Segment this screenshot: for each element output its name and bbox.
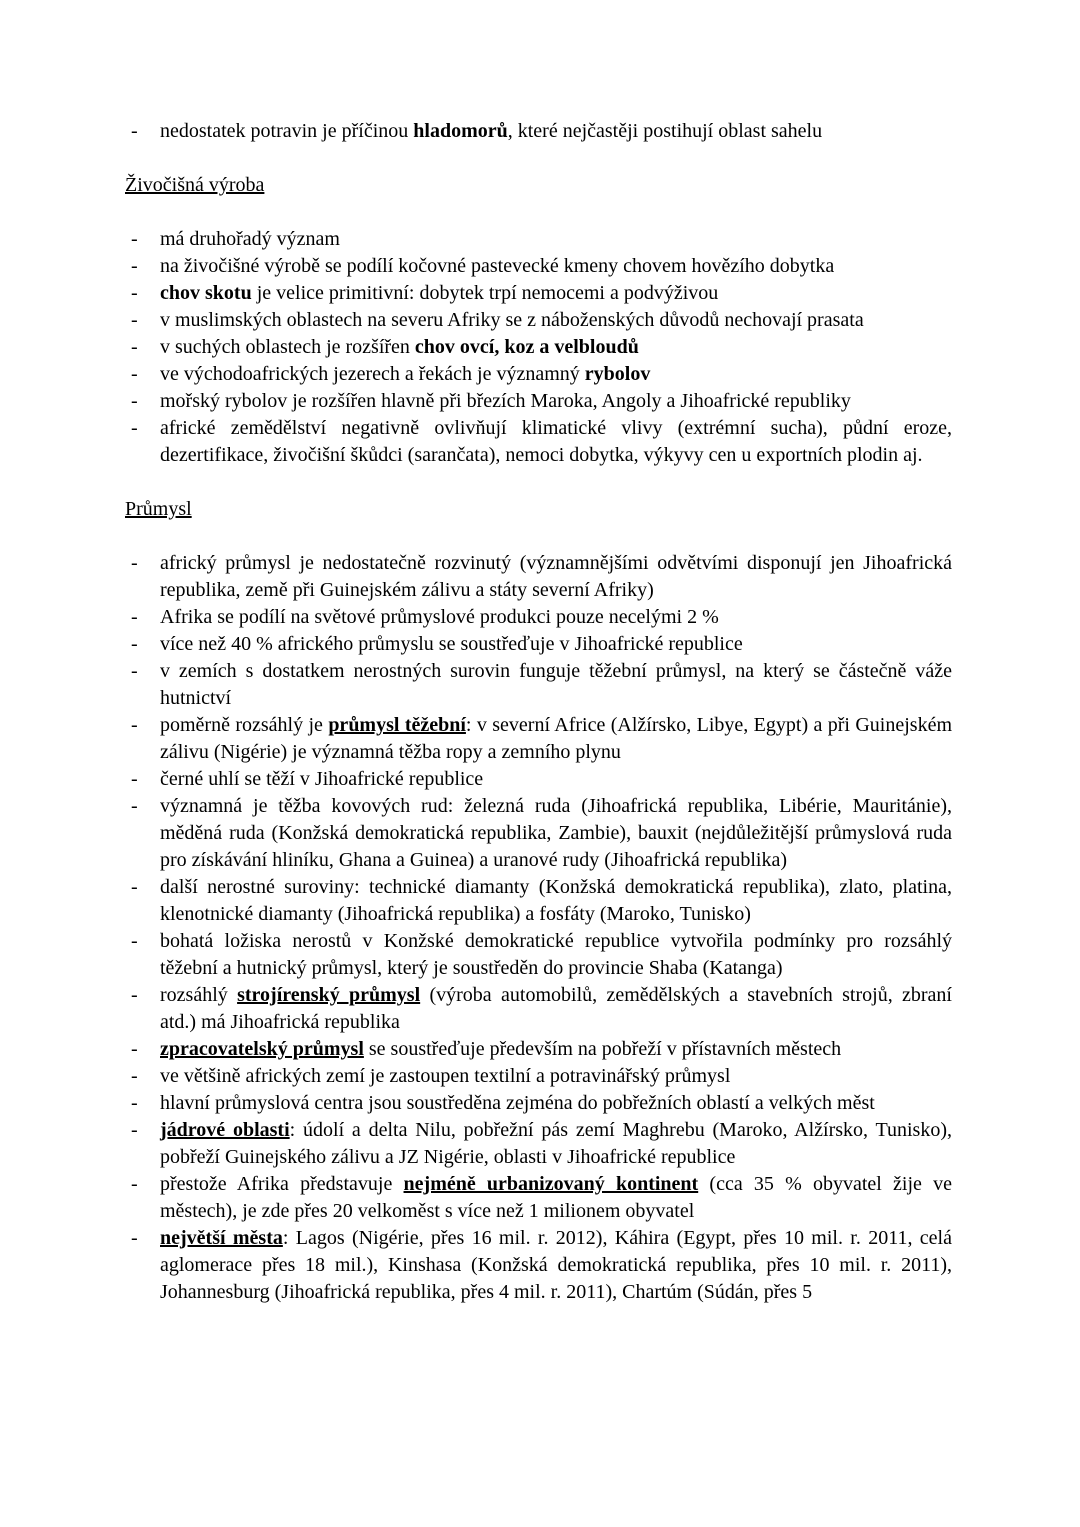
text-segment: významná je těžba kovových rud: železná ruda (Jihoafrická republika, Libérie, Mauritánie), měděná ruda (Konžská demokratická republika, Zambie), bauxit (nejdůležitější průmyslová ruda pro získávání hliníku, Ghana a Guinea) a uranové rudy (Jihoafrická republika) xyxy=(160,795,952,871)
item-text xyxy=(160,1173,952,1222)
section-heading xyxy=(125,172,952,199)
bullet-dash: - xyxy=(131,714,138,736)
text-segment: ve východoafrických jezerech a řekách je významný xyxy=(160,363,585,385)
list-item xyxy=(125,1090,952,1117)
bullet-dash: - xyxy=(131,309,138,331)
list-item xyxy=(125,1171,952,1225)
bullet-dash: - xyxy=(131,1173,138,1195)
text-segment: další nerostné suroviny: technické diamanty (Konžská demokratická republika), zlato, platina, klenotnické diamanty (Jihoafrická republika) a fosfáty (Maroko, Tunisko) xyxy=(160,876,952,925)
section-heading-text: Živočišná výroba xyxy=(125,174,265,196)
bullet-dash: - xyxy=(131,120,138,142)
list-item xyxy=(125,361,952,388)
bullet-dash: - xyxy=(131,282,138,304)
list-item xyxy=(125,334,952,361)
item-text xyxy=(160,120,822,142)
text-segment: africký průmysl je nedostatečně rozvinutý (významnějšími odvětvími disponují jen Jihoafrická republika, země při Guinejském zálivu a státy severní Afriky) xyxy=(160,552,952,601)
list-item xyxy=(125,604,952,631)
list-item xyxy=(125,928,952,982)
list-item xyxy=(125,1117,952,1171)
text-segment: více než 40 % afrického průmyslu se soustřeďuje v Jihoafrické republice xyxy=(160,633,743,655)
list-item xyxy=(125,631,952,658)
text-segment: bohatá ložiska nerostů v Konžské demokratické republice vytvořila podmínky pro rozsáhlý těžební a hutnický průmysl, který je soustředěn do provincie Shaba (Katanga) xyxy=(160,930,952,979)
bullet-dash: - xyxy=(131,255,138,277)
list-item xyxy=(125,874,952,928)
bullet-dash: - xyxy=(131,363,138,385)
list-item xyxy=(125,307,952,334)
text-segment: strojírenský průmysl xyxy=(237,984,421,1006)
text-segment: v suchých oblastech je rozšířen xyxy=(160,336,415,358)
bullet-dash: - xyxy=(131,1065,138,1087)
list-item xyxy=(125,226,952,253)
text-segment: , které nejčastěji postihují oblast sahelu xyxy=(507,120,823,142)
text-segment: rozsáhlý xyxy=(160,984,238,1006)
bullet-dash: - xyxy=(131,336,138,358)
bullet-dash: - xyxy=(131,633,138,655)
text-segment: má druhořadý význam xyxy=(160,228,340,250)
item-text xyxy=(160,1092,875,1114)
text-segment: : v severní Africe (Alžírsko, Libye, Egypt) a při Guinejském zálivu (Nigérie) je významná těžba ropy a zemního plynu xyxy=(160,714,952,763)
list-item xyxy=(125,388,952,415)
item-text xyxy=(160,228,340,250)
text-segment: přestože Afrika představuje xyxy=(160,1173,404,1195)
item-text xyxy=(160,660,952,709)
list-item xyxy=(125,1036,952,1063)
text-segment: je velice primitivní: dobytek trpí nemocemi a podvýživou xyxy=(251,282,719,304)
item-text xyxy=(160,795,952,871)
text-segment: se soustřeďuje především na pobřeží v přístavních městech xyxy=(363,1038,842,1060)
item-text xyxy=(160,1119,952,1168)
text-segment: jádrové oblasti xyxy=(160,1119,290,1141)
text-segment: průmysl těžební xyxy=(328,714,466,736)
text-segment: poměrně rozsáhlý je xyxy=(160,714,329,736)
bullet-dash: - xyxy=(131,660,138,682)
list-item xyxy=(125,550,952,604)
text-segment: na živočišné výrobě se podílí kočovné pastevecké kmeny chovem hovězího dobytka xyxy=(160,255,835,277)
text-segment: : Lagos (Nigérie, přes 16 mil. r. 2012), Káhira (Egypt, přes 10 mil. r. 2011, celá aglomerace přes 18 mil.), Kinshasa (Konžská demokratická republika, přes 10 mil. r. 2011), Johannesburg (Jihoafrická republika, přes 4 mil. r. 2011), Chartúm (Súdán, přes 5 xyxy=(160,1227,952,1303)
text-segment: mořský rybolov je rozšířen hlavně při březích Maroka, Angoly a Jihoafrické republiky xyxy=(160,390,851,412)
list-item xyxy=(125,1225,952,1306)
list-item xyxy=(125,253,952,280)
item-text xyxy=(160,255,834,277)
list-item xyxy=(125,793,952,874)
item-text xyxy=(160,1038,841,1060)
item-text xyxy=(160,930,952,979)
item-text xyxy=(160,876,952,925)
intro-list xyxy=(125,118,952,145)
bullet-dash: - xyxy=(131,768,138,790)
text-segment: hladomorů xyxy=(413,120,508,142)
list-item xyxy=(125,280,952,307)
item-text xyxy=(160,633,743,655)
item-text xyxy=(160,1065,730,1087)
bullet-dash: - xyxy=(131,1092,138,1114)
text-segment: v muslimských oblastech na severu Afriky se z náboženských důvodů nechovají prasata xyxy=(160,309,864,331)
text-segment: v zemích s dostatkem nerostných surovin funguje těžební průmysl, na který se částečně váže hutnictví xyxy=(160,660,952,709)
bullet-dash: - xyxy=(131,417,138,439)
section-list xyxy=(125,550,952,1306)
text-segment: : údolí a delta Nilu, pobřežní pás zemí Maghrebu (Maroko, Alžírsko, Tunisko), pobřeží Guinejského zálivu a JZ Nigérie, oblasti v Jihoafrické republice xyxy=(160,1119,952,1168)
item-text xyxy=(160,552,952,601)
item-text xyxy=(160,1227,952,1303)
list-item xyxy=(125,415,952,469)
item-text xyxy=(160,390,851,412)
section-1 xyxy=(125,496,952,1306)
bullet-dash: - xyxy=(131,930,138,952)
item-text xyxy=(160,606,719,628)
list-item xyxy=(125,766,952,793)
item-text xyxy=(160,336,639,358)
section-heading xyxy=(125,496,952,523)
list-item xyxy=(125,118,952,145)
section-list xyxy=(125,226,952,469)
bullet-dash: - xyxy=(131,552,138,574)
text-segment: Afrika se podílí na světové průmyslové produkci pouze necelými 2 % xyxy=(160,606,719,628)
item-text xyxy=(160,984,952,1033)
text-segment: africké zemědělství negativně ovlivňují klimatické vlivy (extrémní sucha), půdní eroze, dezertifikace, živočišní škůdci (sarančata), nemoci dobytka, výkyvy cen u exportních plodin aj. xyxy=(160,417,952,466)
bullet-dash: - xyxy=(131,1038,138,1060)
list-item xyxy=(125,982,952,1036)
text-segment: (výroba automobilů, zemědělských a stavebních strojů, zbraní atd.) má Jihoafrická republika xyxy=(160,984,952,1033)
text-segment: nedostatek potravin je příčinou xyxy=(160,120,414,142)
list-item xyxy=(125,712,952,766)
item-text xyxy=(160,282,718,304)
item-text xyxy=(160,417,952,466)
list-item xyxy=(125,658,952,712)
bullet-dash: - xyxy=(131,1227,138,1249)
bullet-dash: - xyxy=(131,795,138,817)
list-item xyxy=(125,1063,952,1090)
text-segment: rybolov xyxy=(584,363,651,385)
section-0 xyxy=(125,172,952,469)
text-segment: největší města xyxy=(160,1227,283,1249)
section-heading-text: Průmysl xyxy=(125,498,192,520)
text-segment: černé uhlí se těží v Jihoafrické republice xyxy=(160,768,484,790)
text-segment: zpracovatelský průmysl xyxy=(160,1038,364,1060)
item-text xyxy=(160,363,650,385)
bullet-dash: - xyxy=(131,228,138,250)
bullet-dash: - xyxy=(131,984,138,1006)
bullet-dash: - xyxy=(131,876,138,898)
bullet-dash: - xyxy=(131,1119,138,1141)
text-segment: hlavní průmyslová centra jsou soustředěna zejména do pobřežních oblastí a velkých měst xyxy=(160,1092,875,1114)
text-segment: ve většině afrických zemí je zastoupen textilní a potravinářský průmysl xyxy=(160,1065,731,1087)
text-segment: (cca 35 % obyvatel žije ve městech), je zde přes 20 velkoměst s více než 1 milionem obyvatel xyxy=(160,1173,953,1222)
bullet-dash: - xyxy=(131,390,138,412)
bullet-dash: - xyxy=(131,606,138,628)
item-text xyxy=(160,714,952,763)
text-segment: nejméně urbanizovaný kontinent xyxy=(403,1173,699,1195)
item-text xyxy=(160,309,864,331)
sections-container xyxy=(125,172,952,1306)
item-text xyxy=(160,768,483,790)
text-segment: chov ovcí, koz a velbloudů xyxy=(414,336,639,358)
text-segment: chov skotu xyxy=(160,282,252,304)
